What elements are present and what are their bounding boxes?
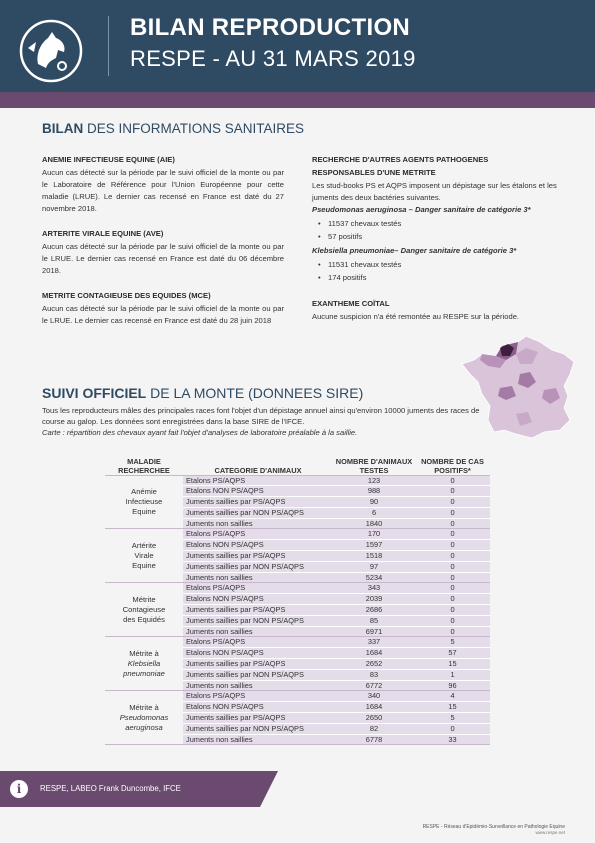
header-maladie: MALADIE RECHERCHEE	[105, 451, 183, 475]
table-row	[105, 583, 490, 594]
suivi-intro-text: Tous les reproducteurs mâles des principales races font l'objet d'un dépistage annuel ainsi qu'environ 10000 juments des races de course au galop. Les données sont enregistrées dans la base SIRE de l'IFCE.	[42, 406, 480, 426]
table-row	[105, 691, 490, 702]
tested-count-cell: 1684	[333, 648, 415, 659]
categorie-cell: Etalons PS/AQPS	[183, 529, 333, 540]
klebsiella-list	[318, 259, 562, 284]
categorie-cell: Juments saillies par PS/AQPS	[183, 659, 333, 670]
positive-count-cell: 15	[415, 659, 490, 670]
maladie-cell	[105, 529, 183, 583]
klebsiella-label: Klebsiella pneumoniae– Danger sanitaire de catégorie 3*	[312, 246, 517, 255]
bilan-left-column	[42, 154, 284, 340]
footer-credit: RESPE, LABEO Frank Duncombe, IFCE	[40, 784, 181, 793]
maladie-line: Equine	[132, 560, 156, 570]
aie-title: ANEMIE INFECTIEUSE EQUINE (AIE)	[42, 155, 175, 164]
categorie-cell: Juments saillies par PS/AQPS	[183, 497, 333, 508]
categorie-cell: Etalons PS/AQPS	[183, 475, 333, 486]
pseudomonas-label: Pseudomonas aeruginosa – Danger sanitaire de catégorie 3*	[312, 205, 531, 214]
categorie-cell: Juments saillies par NON PS/AQPS	[183, 615, 333, 626]
categorie-cell: Etalons PS/AQPS	[183, 691, 333, 702]
maladie-line: Contagieuse	[122, 604, 166, 614]
ave-title: ARTERITE VIRALE EQUINE (AVE)	[42, 229, 164, 238]
maladie-cell	[105, 691, 183, 745]
tested-count-cell: 2686	[333, 605, 415, 616]
categorie-cell: Etalons PS/AQPS	[183, 637, 333, 648]
categorie-cell: Juments saillies par NON PS/AQPS	[183, 507, 333, 518]
exantheme-text: Aucune suspicion n'a été remontée au RESPE sur la période.	[312, 312, 520, 321]
positive-count-cell: 57	[415, 648, 490, 659]
tested-count-cell: 1518	[333, 551, 415, 562]
positive-count-cell: 0	[415, 615, 490, 626]
header-divider	[108, 16, 109, 76]
maladie-line-italic: Klebsiella pneumoniae	[123, 658, 165, 678]
map-caption: Carte : répartition des chevaux ayant fait l'objet d'analyses de laboratoire préalable à la saillie.	[42, 428, 358, 437]
categorie-cell: Juments non saillies	[183, 626, 333, 637]
positive-count-cell: 0	[415, 507, 490, 518]
categorie-cell: Etalons NON PS/AQPS	[183, 540, 333, 551]
table-row	[105, 475, 490, 486]
tested-count-cell: 90	[333, 497, 415, 508]
positive-count-cell: 0	[415, 529, 490, 540]
tested-count-cell: 988	[333, 486, 415, 497]
monitoring-table	[105, 451, 490, 745]
maladie-line: Equine	[132, 506, 156, 516]
tested-count-cell: 2039	[333, 594, 415, 605]
bilan-right-column	[312, 154, 562, 323]
header-cas-positifs: NOMBRE DE CAS POSITIFS*	[415, 451, 490, 475]
positive-count-cell: 5	[415, 713, 490, 724]
categorie-cell: Etalons PS/AQPS	[183, 583, 333, 594]
categorie-cell: Juments non saillies	[183, 518, 333, 529]
autres-title-line1: RECHERCHE D'AUTRES AGENTS PATHOGENES	[312, 155, 489, 164]
list-item: • 11537 chevaux testés	[318, 218, 562, 231]
maladie-line: Infectieuse	[125, 496, 163, 506]
categorie-cell: Juments saillies par NON PS/AQPS	[183, 669, 333, 680]
positive-count-cell: 0	[415, 497, 490, 508]
positive-count-cell: 0	[415, 518, 490, 529]
tested-count-cell: 340	[333, 691, 415, 702]
mce-text: Aucun cas détecté sur la période par le suivi officiel de la monte ou par le LRUE. Le dernier cas recensé en France est daté du 28 juin 2018	[42, 304, 284, 325]
categorie-cell: Juments saillies par PS/AQPS	[183, 713, 333, 724]
list-item: • 11531 chevaux testés	[318, 259, 562, 272]
aie-text: Aucun cas détecté sur la période par le suivi officiel de la monte ou par le Laboratoire de Référence pour l'Union Européenne pour cette maladie (LRUE). Le dernier cas recensé en France est daté du 27 novembre 2018.	[42, 168, 284, 213]
mce-title: METRITE CONTAGIEUSE DES EQUIDES (MCE)	[42, 291, 211, 300]
maladie-line: Anémie	[131, 486, 157, 496]
positive-count-cell: 0	[415, 605, 490, 616]
page-title: BILAN REPRODUCTION	[130, 14, 411, 41]
info-icon: i	[10, 780, 28, 798]
pseudomonas-list	[318, 218, 562, 243]
maladie-cell	[105, 583, 183, 637]
positive-count-cell: 15	[415, 702, 490, 713]
bilan-section-title: BILAN DES INFORMATIONS SANITAIRES	[42, 121, 305, 136]
tested-count-cell: 337	[333, 637, 415, 648]
categorie-cell: Etalons NON PS/AQPS	[183, 648, 333, 659]
tested-count-cell: 6	[333, 507, 415, 518]
categorie-cell: Juments non saillies	[183, 572, 333, 583]
positive-count-cell: 4	[415, 691, 490, 702]
positive-count-cell: 0	[415, 486, 490, 497]
categorie-cell: Juments saillies par NON PS/AQPS	[183, 561, 333, 572]
suivi-section-title: SUIVI OFFICIEL DE LA MONTE (DONNEES SIRE)	[42, 385, 364, 401]
maladie-line: Artérite	[131, 540, 157, 550]
table-row	[105, 529, 490, 540]
tested-count-cell: 2652	[333, 659, 415, 670]
tested-count-cell: 1597	[333, 540, 415, 551]
tested-count-cell: 85	[333, 615, 415, 626]
positive-count-cell: 0	[415, 723, 490, 734]
positive-count-cell: 0	[415, 551, 490, 562]
maladie-line: des Equidés	[123, 614, 165, 624]
tested-count-cell: 82	[333, 723, 415, 734]
autres-title-line2: RESPONSABLES D'UNE METRITE	[312, 168, 436, 177]
tested-count-cell: 6778	[333, 734, 415, 745]
maladie-line: Métrite	[132, 594, 156, 604]
tested-count-cell: 343	[333, 583, 415, 594]
footer-network-info	[423, 824, 565, 836]
footer-url: www.respe.net	[535, 830, 565, 835]
categorie-cell: Juments saillies par PS/AQPS	[183, 605, 333, 616]
page-subtitle: RESPE - AU 31 MARS 2019	[130, 46, 416, 71]
categorie-cell: Etalons NON PS/AQPS	[183, 486, 333, 497]
footer-network-name: RESPE - Réseau d'Epidémio-Surveillance en Pathologie Equine	[422, 824, 565, 830]
tested-count-cell: 2650	[333, 713, 415, 724]
positive-count-cell: 0	[415, 594, 490, 605]
maladie-line: Virale	[134, 550, 154, 560]
positive-count-cell: 0	[415, 626, 490, 637]
table-header-row	[105, 451, 490, 475]
tested-count-cell: 1840	[333, 518, 415, 529]
maladie-line-italic: Pseudomonas	[119, 712, 169, 722]
tested-count-cell: 6971	[333, 626, 415, 637]
maladie-line-italic: aeruginosa	[125, 722, 163, 732]
categorie-cell: Etalons NON PS/AQPS	[183, 594, 333, 605]
header-accent-band	[0, 92, 595, 108]
positive-count-cell: 5	[415, 637, 490, 648]
list-item: • 57 positifs	[318, 231, 562, 244]
autres-text: Les stud-books PS et AQPS imposent un dépistage sur les étalons et les juments des deux bactéries suivantes.	[312, 181, 557, 202]
positive-count-cell: 0	[415, 561, 490, 572]
maladie-line: Métrite à	[129, 648, 159, 658]
tested-count-cell: 1684	[333, 702, 415, 713]
table-row	[105, 637, 490, 648]
tested-count-cell: 6772	[333, 680, 415, 691]
tested-count-cell: 83	[333, 669, 415, 680]
positive-count-cell: 0	[415, 475, 490, 486]
positive-count-cell: 0	[415, 583, 490, 594]
categorie-cell: Juments saillies par NON PS/AQPS	[183, 723, 333, 734]
exantheme-title: EXANTHEME COÏTAL	[312, 299, 390, 308]
tested-count-cell: 170	[333, 529, 415, 540]
header-nombre-testes: NOMBRE D'ANIMAUX TESTES	[333, 451, 415, 475]
categorie-cell: Juments non saillies	[183, 734, 333, 745]
positive-count-cell: 96	[415, 680, 490, 691]
list-item: • 174 positifs	[318, 272, 562, 285]
positive-count-cell: 1	[415, 669, 490, 680]
categorie-cell: Juments non saillies	[183, 680, 333, 691]
maladie-cell	[105, 637, 183, 691]
tested-count-cell: 5234	[333, 572, 415, 583]
positive-count-cell: 0	[415, 540, 490, 551]
positive-count-cell: 0	[415, 572, 490, 583]
categorie-cell: Etalons NON PS/AQPS	[183, 702, 333, 713]
ave-text: Aucun cas détecté sur la période par le suivi officiel de la monte ou par le LRUE. Le dernier cas recensé en France est daté du 06 décembre 2018.	[42, 242, 284, 275]
categorie-cell: Juments saillies par PS/AQPS	[183, 551, 333, 562]
header-categorie: CATEGORIE D'ANIMAUX	[183, 451, 333, 475]
respe-horse-logo-icon	[18, 18, 84, 84]
tested-count-cell: 123	[333, 475, 415, 486]
tested-count-cell: 97	[333, 561, 415, 572]
maladie-cell	[105, 475, 183, 529]
maladie-line: Métrite à	[129, 702, 159, 712]
suivi-intro	[42, 405, 482, 438]
positive-count-cell: 33	[415, 734, 490, 745]
